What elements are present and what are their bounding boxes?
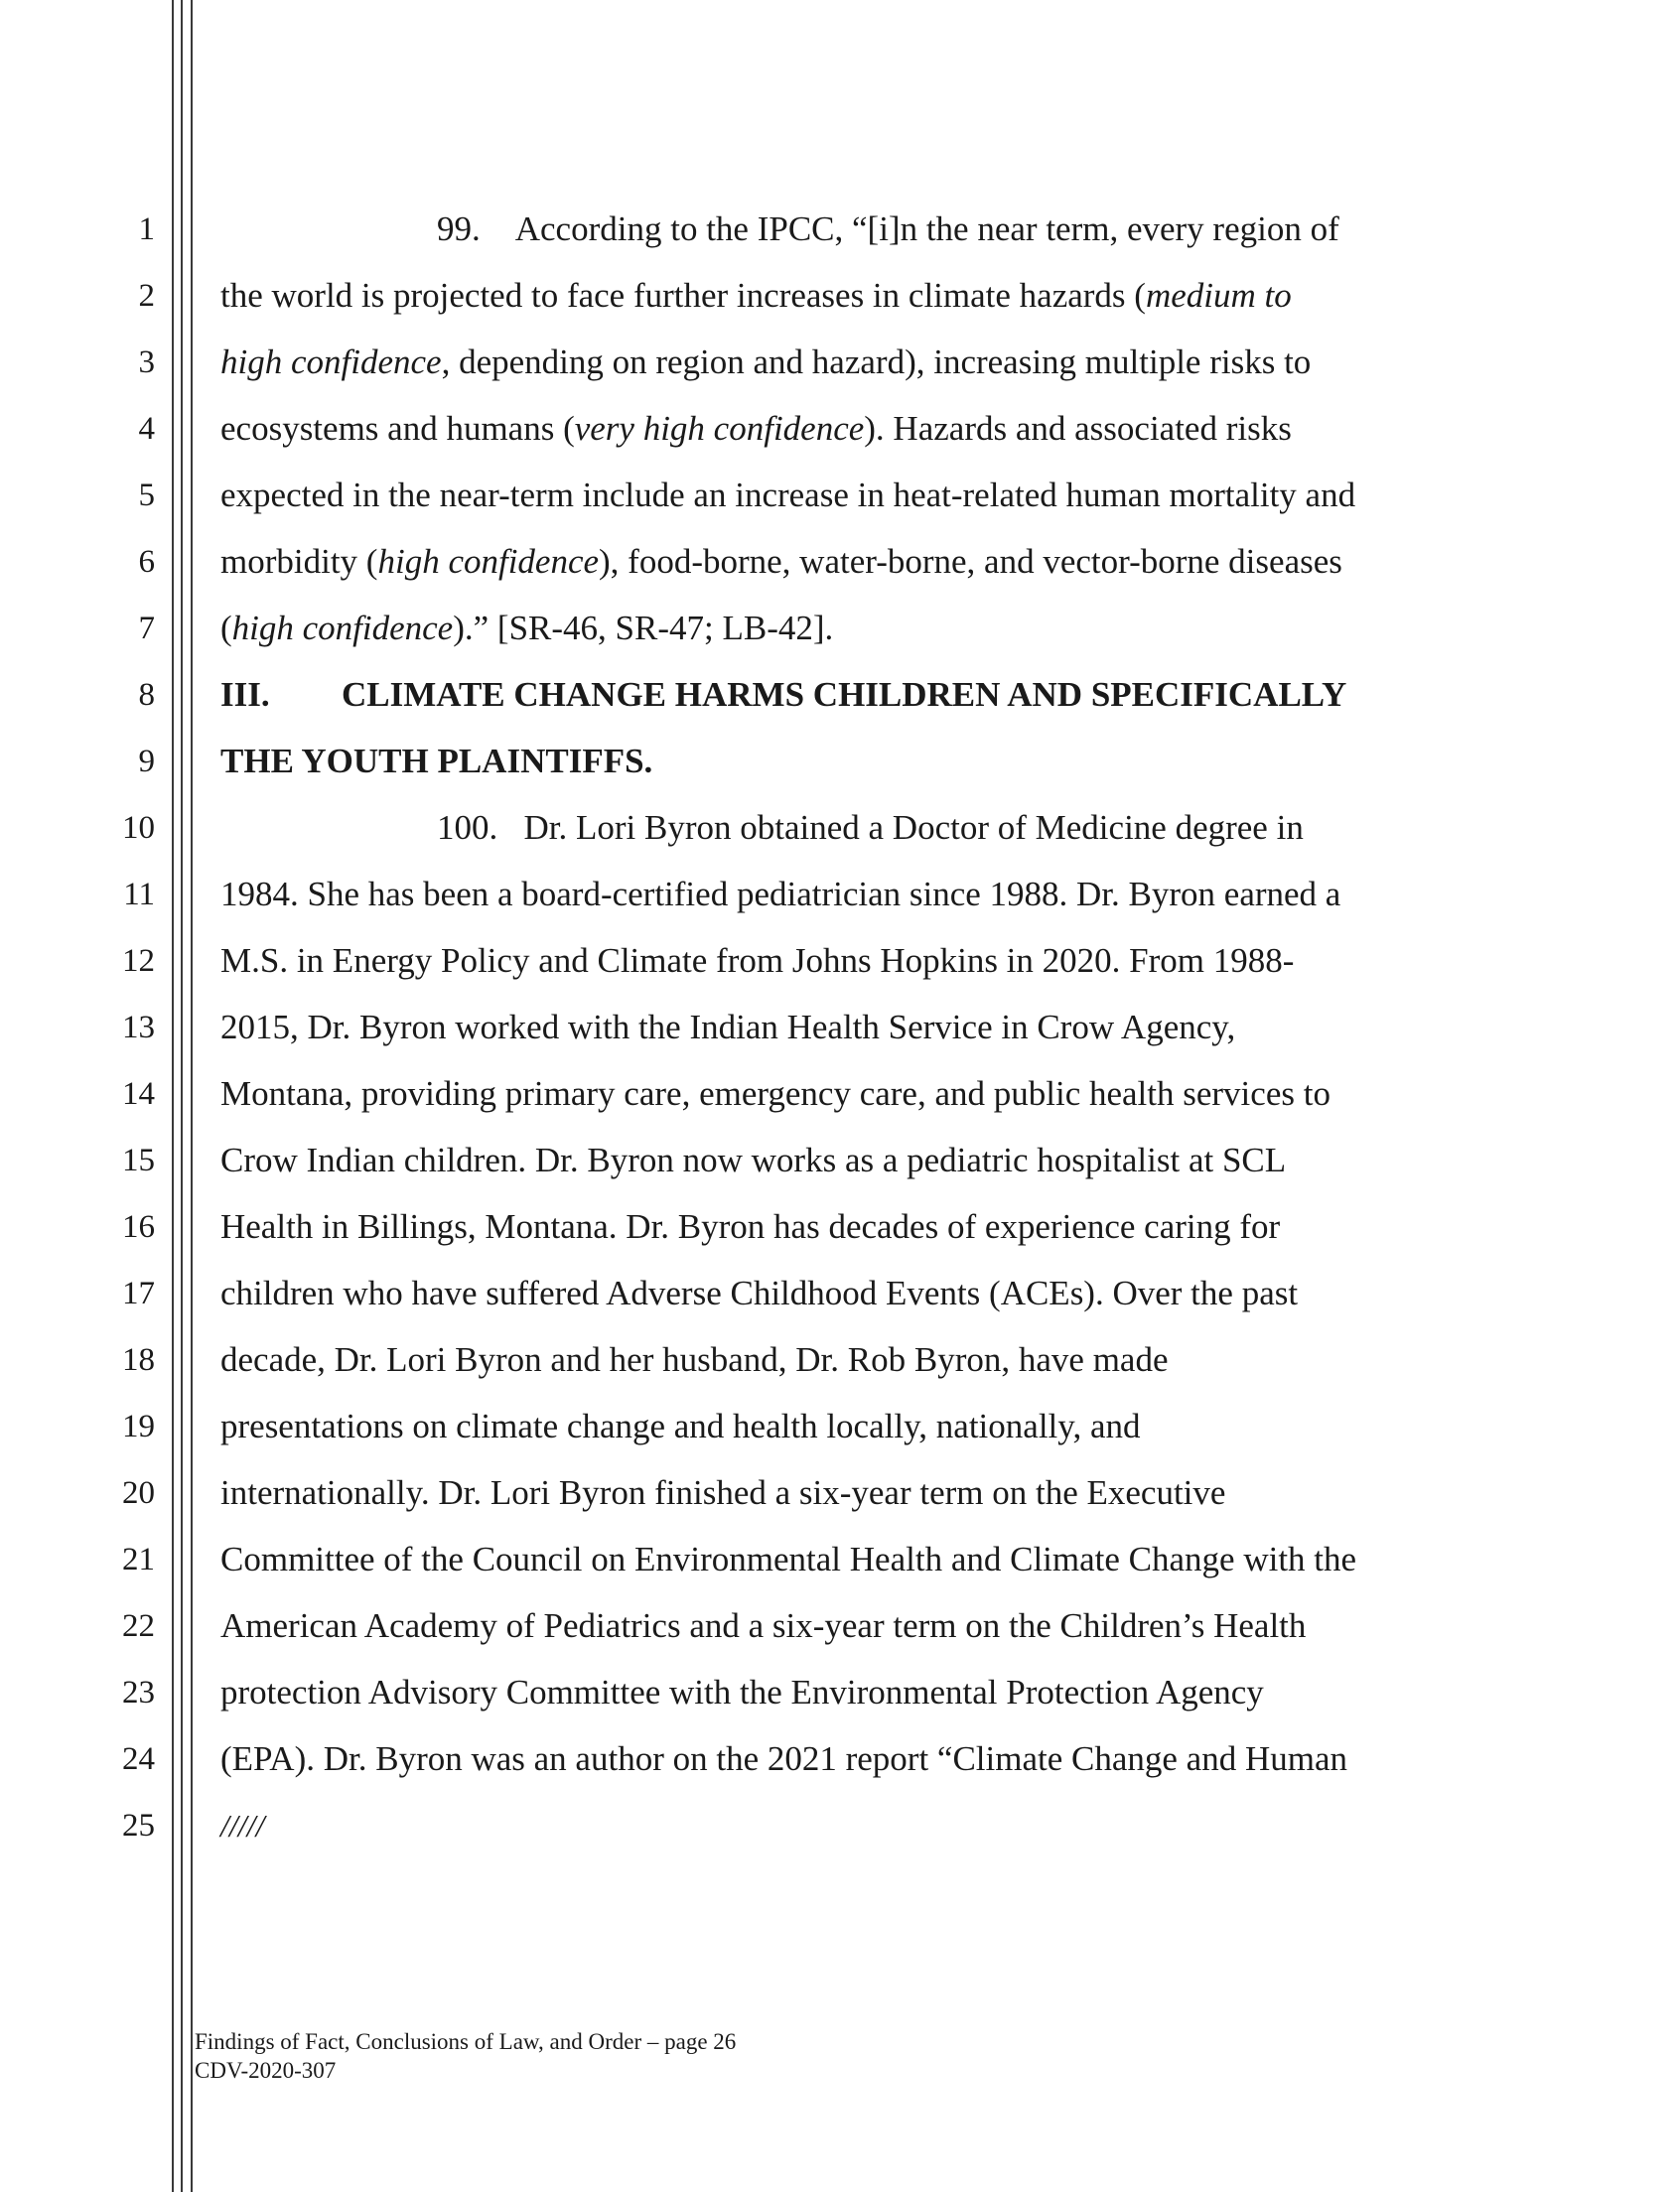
- paragraph-line: expected in the near-term include an increase in heat-related human mortality and: [220, 476, 1356, 514]
- continuation-marker: /////: [220, 1808, 265, 1844]
- line-number: 13: [122, 1010, 155, 1045]
- italic-text: high confidence: [231, 609, 454, 647]
- line-number: 1: [138, 211, 155, 247]
- paragraph-line: Crow Indian children. Dr. Byron now works as a pediatric hospitalist at SCL: [220, 1141, 1287, 1179]
- paragraph-text: According to the IPCC, “[i]n the near term, every region of: [514, 209, 1339, 248]
- paragraph-line: children who have suffered Adverse Childhood Events (ACEs). Over the past: [220, 1274, 1299, 1312]
- paragraph-line: M.S. in Energy Policy and Climate from Johns Hopkins in 2020. From 1988-: [220, 941, 1295, 980]
- italic-text: medium to: [1145, 276, 1292, 315]
- line-number: 21: [122, 1542, 155, 1577]
- line-number: 12: [122, 943, 155, 979]
- paragraph-text: the world is projected to face further increases in climate hazards (: [220, 276, 1146, 315]
- paragraph-text: ), food-borne, water-borne, and vector-borne diseases: [599, 542, 1342, 581]
- paragraph-number: 100.: [437, 808, 498, 847]
- paragraph-line: (EPA). Dr. Byron was an author on the 2021 report “Climate Change and Human: [220, 1739, 1348, 1778]
- line-number: 8: [138, 677, 155, 713]
- line-number: 6: [138, 544, 155, 580]
- paragraph-line: internationally. Dr. Lori Byron finished a six-year term on the Executive: [220, 1473, 1226, 1512]
- section-number: III.: [220, 675, 270, 714]
- line-number: 23: [122, 1675, 155, 1711]
- paragraph-line: [220, 409, 1292, 449]
- paragraph-text: , depending on region and hazard), increasing multiple risks to: [441, 342, 1312, 381]
- italic-text: high confidence: [377, 542, 600, 581]
- paragraph-line: American Academy of Pediatrics and a six-year term on the Children’s Health: [220, 1606, 1307, 1645]
- italic-text: very high confidence: [574, 409, 865, 448]
- line-number: 5: [138, 478, 155, 513]
- paragraph-text: ). Hazards and associated risks: [864, 409, 1292, 448]
- heading-line: [220, 675, 1346, 715]
- line-number: 3: [138, 344, 155, 380]
- line-number: 22: [122, 1608, 155, 1644]
- paragraph-line: [437, 209, 1339, 249]
- line-number: 15: [122, 1143, 155, 1178]
- paragraph-line: presentations on climate change and health locally, nationally, and: [220, 1407, 1141, 1445]
- line-number: 14: [122, 1076, 155, 1112]
- paragraph-text: ecosystems and humans (: [220, 409, 575, 448]
- footer-title: Findings of Fact, Conclusions of Law, and Order – page 26: [195, 2029, 737, 2054]
- line-number: 10: [122, 810, 155, 846]
- line-number: 9: [138, 744, 155, 779]
- line-number: 25: [122, 1808, 155, 1844]
- paragraph-text: (: [220, 609, 232, 647]
- italic-text: high confidence: [220, 342, 442, 381]
- paragraph-line: Health in Billings, Montana. Dr. Byron has decades of experience caring for: [220, 1207, 1281, 1246]
- line-number: 18: [122, 1342, 155, 1378]
- left-margin-rule: [172, 0, 174, 2192]
- paragraph-number: 99.: [437, 209, 481, 248]
- line-number: 20: [122, 1475, 155, 1511]
- left-margin-rule-double: [181, 0, 183, 2192]
- line-number: 24: [122, 1741, 155, 1777]
- paragraph-line: 1984. She has been a board-certified pediatrician since 1988. Dr. Byron earned a: [220, 875, 1341, 913]
- paragraph-text: morbidity (: [220, 542, 378, 581]
- line-number: 7: [138, 611, 155, 646]
- line-number: 17: [122, 1276, 155, 1311]
- line-number: 11: [123, 877, 155, 912]
- left-margin-rule-inner: [191, 0, 193, 2192]
- paragraph-line: [220, 276, 1292, 316]
- paragraph-line: [220, 542, 1342, 582]
- paragraph-line: decade, Dr. Lori Byron and her husband, Dr. Rob Byron, have made: [220, 1340, 1169, 1379]
- paragraph-line: [220, 609, 833, 648]
- line-number: 19: [122, 1409, 155, 1444]
- paragraph-line: Committee of the Council on Environmental Health and Climate Change with the: [220, 1540, 1357, 1578]
- paragraph-text: ).” [SR-46, SR-47; LB-42].: [453, 609, 834, 647]
- paragraph-text: Dr. Lori Byron obtained a Doctor of Medicine degree in: [523, 808, 1304, 847]
- paragraph-line: [220, 342, 1311, 382]
- line-number: 4: [138, 411, 155, 447]
- line-number: 16: [122, 1209, 155, 1245]
- paragraph-line: [437, 808, 1304, 848]
- footer-case-number: CDV-2020-307: [195, 2058, 337, 2083]
- heading-text: CLIMATE CHANGE HARMS CHILDREN AND SPECIFICALLY: [342, 675, 1347, 714]
- paragraph-line: protection Advisory Committee with the Environmental Protection Agency: [220, 1673, 1264, 1712]
- paragraph-line: Montana, providing primary care, emergency care, and public health services to: [220, 1074, 1330, 1113]
- heading-line: THE YOUTH PLAINTIFFS.: [220, 742, 653, 780]
- line-number: 2: [138, 278, 155, 314]
- paragraph-line: 2015, Dr. Byron worked with the Indian Health Service in Crow Agency,: [220, 1008, 1236, 1046]
